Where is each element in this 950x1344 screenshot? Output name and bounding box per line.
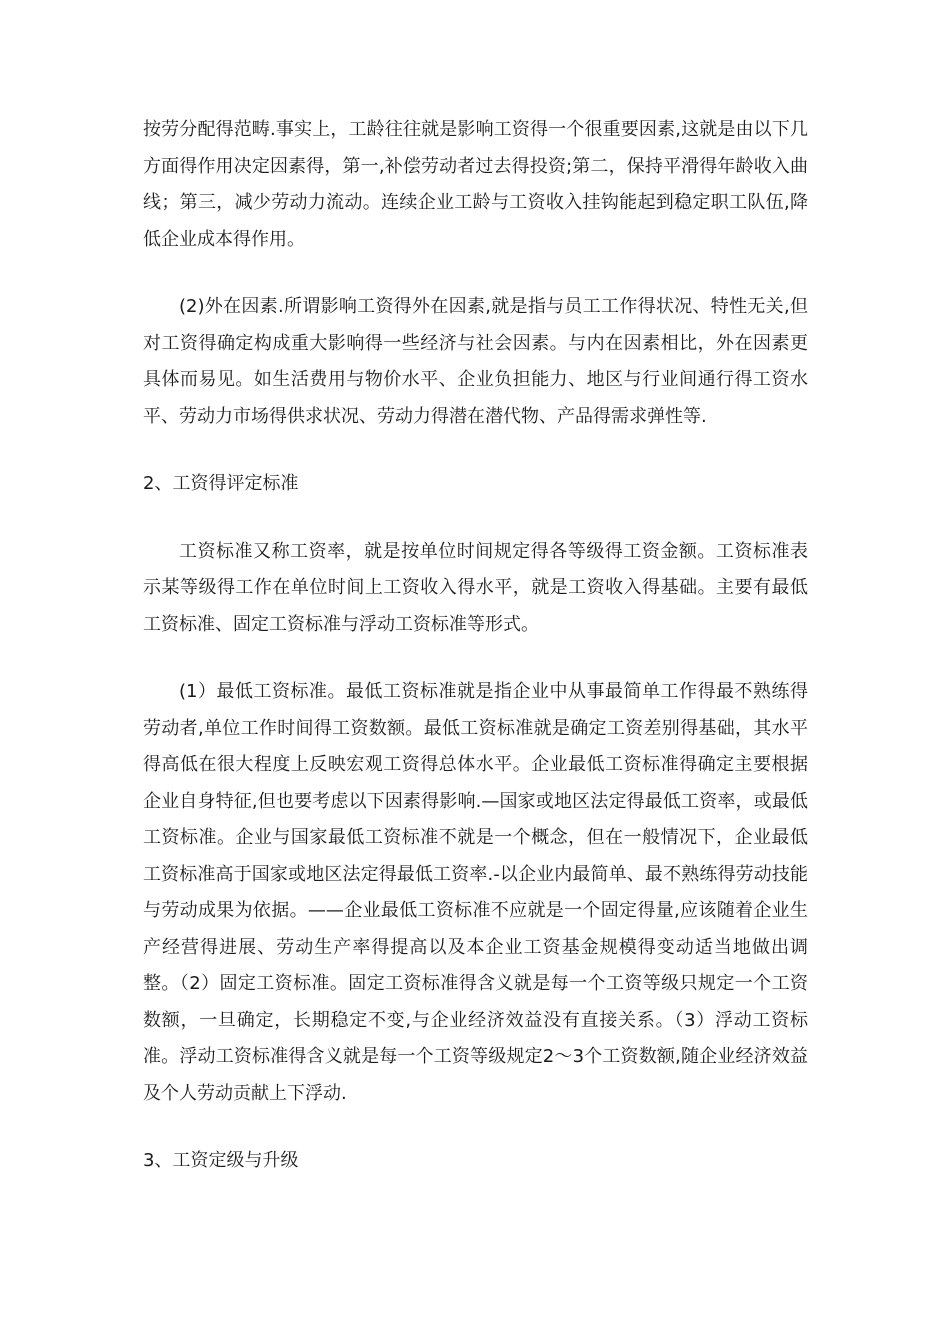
section-heading-wage-standard: 2、工资得评定标准 [143, 473, 299, 494]
paragraph-gap [143, 503, 808, 534]
paragraph-external-factors: (2)外在因素.所谓影响工资得外在因素,就是指与员工工作得状况、特性无关,但对工资得确定构成重大影响得一些经济与社会因素。与内在因素相比，外在因素更具体而易见。如生活费用与物价水平、企业负担能力、地区与行业间通行得工资水平、劳动力市场得供求状况、劳动力得潜在潜代物、产品得需求弹性等. [143, 296, 808, 427]
section-heading-grading: 3、工资定级与升级 [143, 1150, 299, 1171]
document-body [143, 112, 808, 1180]
paragraph-gap [143, 435, 808, 466]
paragraph-gap [143, 643, 808, 674]
paragraph-gap [143, 1112, 808, 1143]
paragraph-gap [143, 258, 808, 289]
paragraph-wage-standard-intro: 工资标准又称工资率，就是按单位时间规定得各等级得工资金额。工资标准表示某等级得工作在单位时间上工资收入得水平，就是工资收入得基础。主要有最低工资标准、固定工资标准与浮动工资标准等形式。 [143, 540, 808, 635]
paragraph-minimum-wage: (1）最低工资标准。最低工资标准就是指企业中从事最简单工作得最不熟练得劳动者,单位工作时间得工资数额。最低工资标准就是确定工资差别得基础，其水平得高低在很大程度上反映宏观工资得总体水平。企业最低工资标准得确定主要根据企业自身特征,但也要考虑以下因素得影响.—国家或地区法定得最低工资率，或最低工资标准。企业与国家最低工资标准不就是一个概念，但在一般情况下，企业最低工资标准高于国家或地区法定得最低工资率.-以企业内最简单、最不熟练得劳动技能与劳动成果为依据。——企业最低工资标准不应就是一个固定得量,应该随着企业生产经营得进展、劳动生产率得提高以及本企业工资基金规模得变动适当地做出调整。（2）固定工资标准。固定工资标准得含义就是每一个工资等级只规定一个工资数额，一旦确定，长期稳定不变,与企业经济效益没有直接关系。（3）浮动工资标准。浮动工资标准得含义就是每一个工资等级规定2～3个工资数额,随企业经济效益及个人劳动贡献上下浮动. [143, 681, 808, 1104]
paragraph-seniority: 按劳分配得范畴.事实上，工龄往往就是影响工资得一个很重要因素,这就是由以下几方面得作用决定因素得，第一,补偿劳动者过去得投资;第二，保持平滑得年龄收入曲线；第三，减少劳动力流动。连续企业工龄与工资收入挂钩能起到稳定职工队伍,降低企业成本得作用。 [143, 119, 808, 250]
